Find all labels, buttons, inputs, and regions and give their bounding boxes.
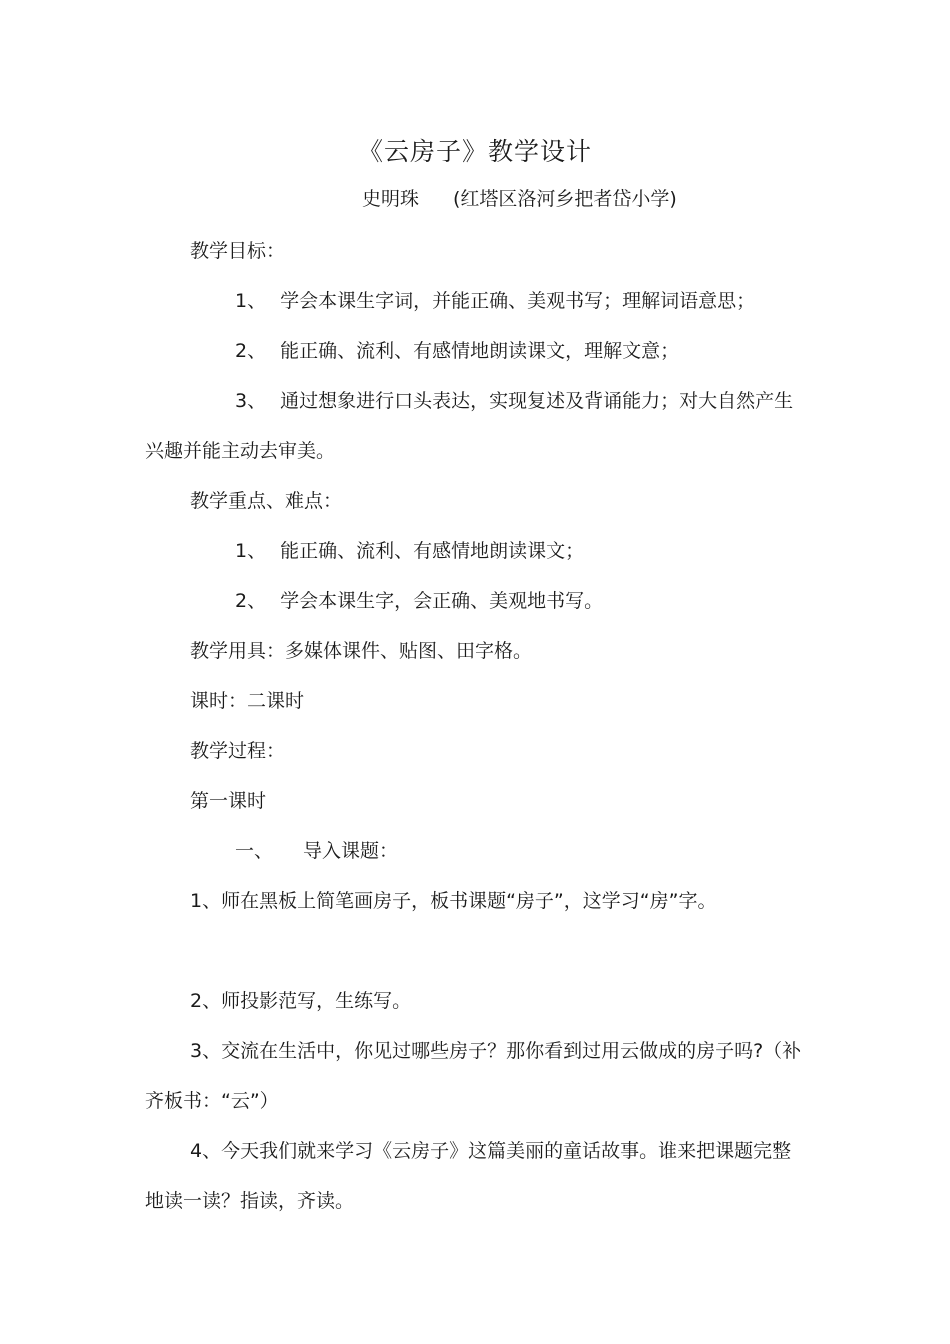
section-text: 导入课题： [303,840,399,862]
objective-text: 通过想象进行口头表达，实现复述及背诵能力；对大自然产生兴趣并能主动去审美。 [145,390,794,462]
objective-item-2 [145,326,810,376]
key-point-item-1 [145,526,810,576]
step-item-2: 2、师投影范写，生练写。 [190,990,412,1012]
objective-text: 能正确、流利、有感情地朗读课文，理解文意； [280,340,680,362]
section-one-heading [145,826,810,876]
key-points-heading: 教学重点、难点： [190,490,343,512]
document-title: 《云房子》教学设计 [357,137,592,166]
process-heading: 教学过程： [190,740,286,762]
teaching-tools: 教学用具：多媒体课件、贴图、田字格。 [190,640,533,662]
objective-number: 3、 [235,390,267,412]
section-number: 一、 [235,840,274,862]
key-point-number: 1、 [235,540,267,562]
step-item-4: 4、今天我们就来学习《云房子》这篇美丽的童话故事。谁来把课题完整地读一读？指读，齐读。 [145,1140,792,1212]
objective-item-3 [145,376,810,476]
class-periods: 课时：二课时 [190,690,305,712]
key-point-item-2 [145,576,810,626]
objective-number: 2、 [235,340,267,362]
step-item-3: 3、交流在生活中，你见过哪些房子？那你看到过用云做成的房子吗?（补齐板书：“云”） [145,1040,802,1112]
objectives-heading: 教学目标： [190,240,286,262]
author-name: 史明珠 [362,188,420,210]
author-school: (红塔区洛河乡把者岱小学) [453,188,677,210]
key-point-text: 能正确、流利、有感情地朗读课文； [280,540,585,562]
author-line [362,184,677,214]
key-point-number: 2、 [235,590,267,612]
step-item-1: 1、师在黑板上简笔画房子，板书课题“房子”，这学习“房”字。 [190,890,717,912]
key-point-text: 学会本课生字，会正确、美观地书写。 [280,590,604,612]
objective-text: 学会本课生字词，并能正确、美观书写；理解词语意思； [280,290,756,312]
lesson-one-heading: 第一课时 [190,790,267,812]
objective-item-1 [145,276,810,326]
objective-number: 1、 [235,290,267,312]
